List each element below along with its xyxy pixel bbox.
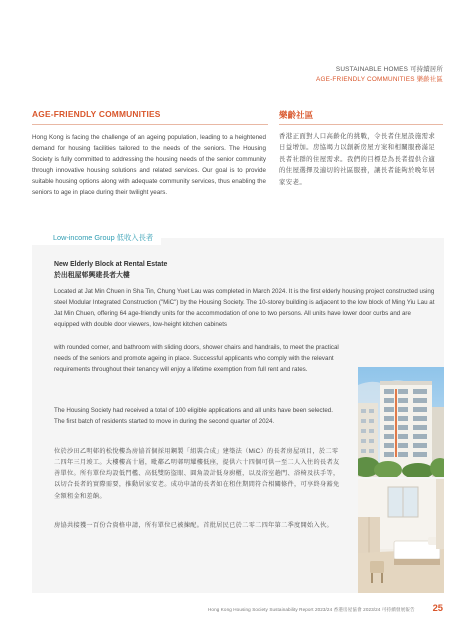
- header-subsection-label: AGE-FRIENDLY COMMUNITIES 樂齡社區: [316, 76, 443, 83]
- footer-report-title: Hong Kong Housing Society Sustainability Report 2023/24 香港房屋協會 2023/24 可持續發展報告: [208, 607, 415, 612]
- interior-illustration: [358, 479, 444, 593]
- page-number: 25: [432, 602, 443, 613]
- paragraph-1-en-cont: with rounded corner, and bathroom with sliding doors, shower chairs and handrails, to meet the practical needs of the seniors and promote ageing in place. Successful applicants who comply with the relevant requirements throughout their tenancy will enjoy a lifetime exemption from full rent and rates.: [54, 344, 339, 374]
- interior-photo: [358, 479, 444, 593]
- building-photo: [358, 367, 444, 477]
- paragraph-1-zh: 位於沙田乙明邨的松悅樓為房協首個採用鋼製「組裝合成」建築法（MiC）的長者房屋項目，於二零二四年三月竣工。大樓樓高十層，毗鄰乙明邨明耀樓低座，提供六十四個可供一至二人入住的長者友善單位。所有單位均設低門檻、高低雙防盜眼、圓角設計低身廚櫃，以及浴室趟門、浴椅及扶手等，以切合長者的實際需要，推動居家安老。成功申請的長者如在租住期間符合相關條件，可享終身豁免全額租金和差餉。: [54, 448, 340, 500]
- paragraph-2-zh: 房協共接獲一百份合資格申請，所有單位已被揀配。首批居民已於二零二四年第二季度開始入伙。: [54, 522, 333, 529]
- section-rule-zh: [279, 124, 443, 125]
- building-illustration: [358, 367, 444, 477]
- project-title-en: New Elderly Block at Rental Estate: [54, 261, 168, 268]
- section-title-zh: 樂齡社區: [279, 110, 314, 120]
- panel-tag: Low-income Group 低收入長者: [28, 230, 161, 245]
- header-section-label: SUSTAINABLE HOMES 可持續居所: [335, 66, 443, 73]
- intro-paragraph-en: Hong Kong is facing the challenge of an ageing population, leading to a heightened demand for housing facilities tailored to the needs of the seniors. The Housing Society is fully committed to addressing the housing needs of the senior community through innovative housing solutions and related services. Our goal is to provide suitable housing options along with adequate community services, thus enabling the seniors to age in place during their twilight years.: [32, 134, 266, 197]
- paragraph-1-en: Located at Jat Min Chuen in Sha Tin, Chung Yuet Lau was completed in March 2024. It is the first elderly housing project constructed using steel Modular Integrated Construction ("MiC") by the Housing Society. The 10-storey building is adjacent to the low block of Ming Yiu Lau at Jat Min Chuen, offering 64 age-friendly units for the accommodation of one to two persons. All units have lower door curbs and are equipped with double door viewers, low-height kitchen cabinets: [54, 288, 435, 329]
- project-title-zh: 於出租屋邨興建長者大樓: [54, 271, 130, 279]
- intro-paragraph-zh: 香港正面對人口高齡化的挑戰，令長者住屋設施需求日益增加。房協竭力以創新房屋方案和相關服務滿足長者社群的住屋需求。我們的目標是為長者提供合適的住屋選擇及適切的社區服務，讓長者能夠於晚年居家安老。: [279, 133, 436, 186]
- paragraph-2-en: The Housing Society had received a total of 100 eligible applications and all units have been selected. The first batch of residents started to move in during the second quarter of 2024.: [54, 407, 333, 426]
- section-title-en: AGE-FRIENDLY COMMUNITIES: [32, 109, 161, 119]
- section-rule-en: [32, 124, 268, 125]
- project-title: [54, 260, 167, 281]
